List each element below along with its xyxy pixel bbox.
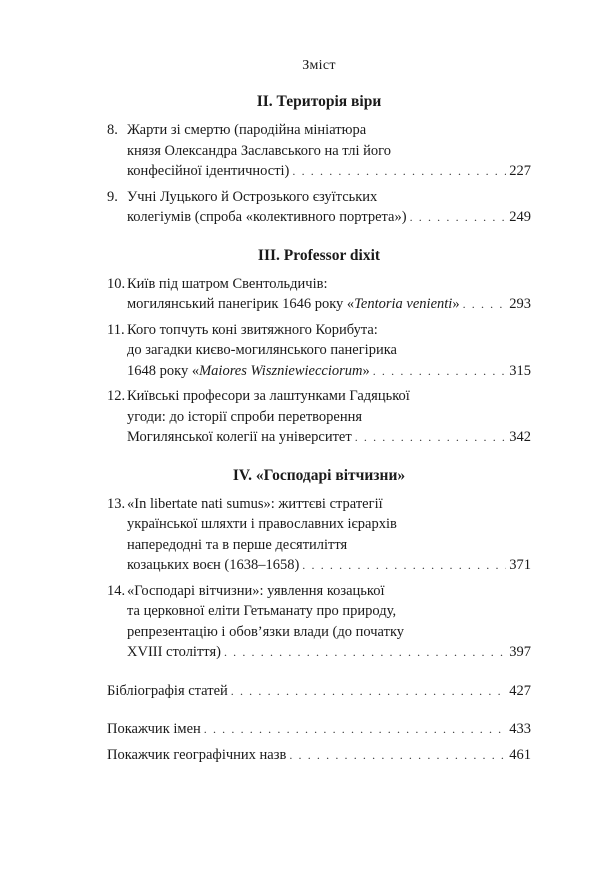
entry-number: 9. <box>107 188 118 205</box>
entry-title-line: напередодні та в перше десятиліття <box>127 536 348 553</box>
entry-title <box>127 274 531 315</box>
toc-back-matter <box>107 681 531 766</box>
entry-number: 14. <box>107 582 126 599</box>
entry-title-line: Київ під шатром Свентольдичів: <box>127 275 328 292</box>
entry-last-line <box>127 361 531 382</box>
toc-entry[interactable] <box>107 120 531 182</box>
entry-title <box>127 120 531 182</box>
toc-entry[interactable] <box>107 320 531 382</box>
entry-last-text-pre: козацьких воєн (1638–1658) <box>127 557 300 573</box>
page-number: 397 <box>509 644 531 660</box>
dot-leader <box>302 555 506 576</box>
back-matter-label: Бібліографія статей <box>107 682 228 699</box>
back-matter-label: Покажчик імен <box>107 721 201 737</box>
entry-last-line <box>127 555 531 576</box>
dot-leader <box>463 294 506 315</box>
entry-last-text <box>127 642 221 663</box>
entry-title <box>127 494 531 576</box>
entry-title-line: репрезентацію і обов’язки влади (до початку <box>127 623 405 640</box>
dot-leader <box>289 745 506 766</box>
entry-number: 8. <box>107 122 118 138</box>
back-matter-line <box>107 681 531 702</box>
entry-title-line: української шляхти і православних ієрархів <box>127 516 397 532</box>
entry-last-text-post: » <box>362 362 370 379</box>
entry-number: 12. <box>107 388 126 404</box>
entry-title <box>127 386 531 448</box>
page-number: 371 <box>509 557 531 573</box>
entry-last-text-pre: колегіумів (спроба «колективного портрета») <box>127 209 407 225</box>
dot-leader <box>204 719 506 740</box>
entry-last-text <box>127 427 352 448</box>
toc-entry[interactable] <box>107 494 531 576</box>
entry-number: 10. <box>107 275 126 292</box>
back-matter-line <box>107 745 531 766</box>
entry-title-line: Київські професори за лаштунками Гадяцької <box>127 388 410 404</box>
entry-title <box>127 320 531 382</box>
entry-italic-title: Tentoria venienti <box>354 296 453 312</box>
dot-leader <box>224 642 506 663</box>
page-number: 227 <box>509 163 531 179</box>
back-matter-entry[interactable] <box>107 681 531 702</box>
toc-sections <box>107 92 531 663</box>
page-number: 461 <box>509 746 531 763</box>
section-title: IV. «Господарі вітчизни» <box>232 466 406 484</box>
entry-last-text-pre: могилянський панегірик 1646 року « <box>127 296 355 312</box>
dot-leader <box>373 361 506 382</box>
entry-title-line: князя Олександра Заславського на тлі його <box>127 142 391 159</box>
entry-title <box>127 187 531 228</box>
page-number: 342 <box>509 429 531 445</box>
running-head: Зміст <box>302 58 336 73</box>
toc-entry[interactable] <box>107 187 531 228</box>
section-title: III. Professor dixit <box>257 246 381 264</box>
dot-leader <box>292 161 506 182</box>
dot-leader <box>410 207 506 228</box>
section-title: II. Територія віри <box>256 93 382 110</box>
back-matter-line <box>107 719 531 740</box>
entry-italic-title: Maiores Wiszniewiecciorum <box>199 362 363 379</box>
page-number: 433 <box>509 721 531 737</box>
entry-title-line: Жарти зі смертю (пародійна мініатюра <box>127 122 367 138</box>
entry-last-text-pre: Могилянської колегії на університет <box>127 429 352 445</box>
entry-last-text-post: » <box>452 296 460 312</box>
entry-number: 11. <box>107 321 125 338</box>
entry-last-text-pre: 1648 року « <box>127 362 200 379</box>
dot-leader <box>231 681 506 702</box>
back-matter-entry[interactable] <box>107 745 531 766</box>
entry-last-text <box>127 555 299 576</box>
page-number: 315 <box>509 362 531 379</box>
page-number: 293 <box>509 296 531 312</box>
entry-last-line <box>127 294 531 315</box>
back-matter-entry[interactable] <box>107 719 531 740</box>
toc-entry[interactable] <box>107 274 531 315</box>
entry-number: 13. <box>107 495 126 512</box>
entry-last-line <box>127 161 531 182</box>
entry-last-line <box>127 427 531 448</box>
entry-last-text <box>127 361 370 382</box>
entry-last-line <box>127 207 531 228</box>
entry-title-line: угоди: до історії спроби перетворення <box>127 408 363 425</box>
page-number: 249 <box>509 209 531 225</box>
entry-title <box>127 581 531 663</box>
entry-title-line: Учні Луцького й Острозького єзуїтських <box>127 188 378 205</box>
toc-entry[interactable] <box>107 581 531 663</box>
entry-last-line <box>127 642 531 663</box>
entry-last-text <box>127 161 289 182</box>
toc-page <box>107 58 531 765</box>
entry-title-line: Кого топчуть коні звитяжного Корибута: <box>127 321 378 338</box>
entry-title-line: до загадки києво-могилянського панегірика <box>127 342 397 358</box>
toc-entry[interactable] <box>107 386 531 448</box>
entry-title-line: «In libertate nati sumus»: життєві стратегії <box>127 495 383 512</box>
dot-leader <box>355 427 506 448</box>
back-matter-label: Покажчик географічних назв <box>107 746 287 763</box>
entry-last-text <box>127 207 407 228</box>
entry-title-line: «Господарі вітчизни»: уявлення козацької <box>127 582 385 599</box>
entry-last-text-pre: конфесійної ідентичності) <box>127 163 290 179</box>
entry-last-text <box>127 294 460 315</box>
entry-last-text-pre: XVIII століття) <box>127 644 221 660</box>
page-number: 427 <box>509 682 531 699</box>
entry-title-line: та церковної еліти Гетьманату про природу, <box>127 603 397 619</box>
